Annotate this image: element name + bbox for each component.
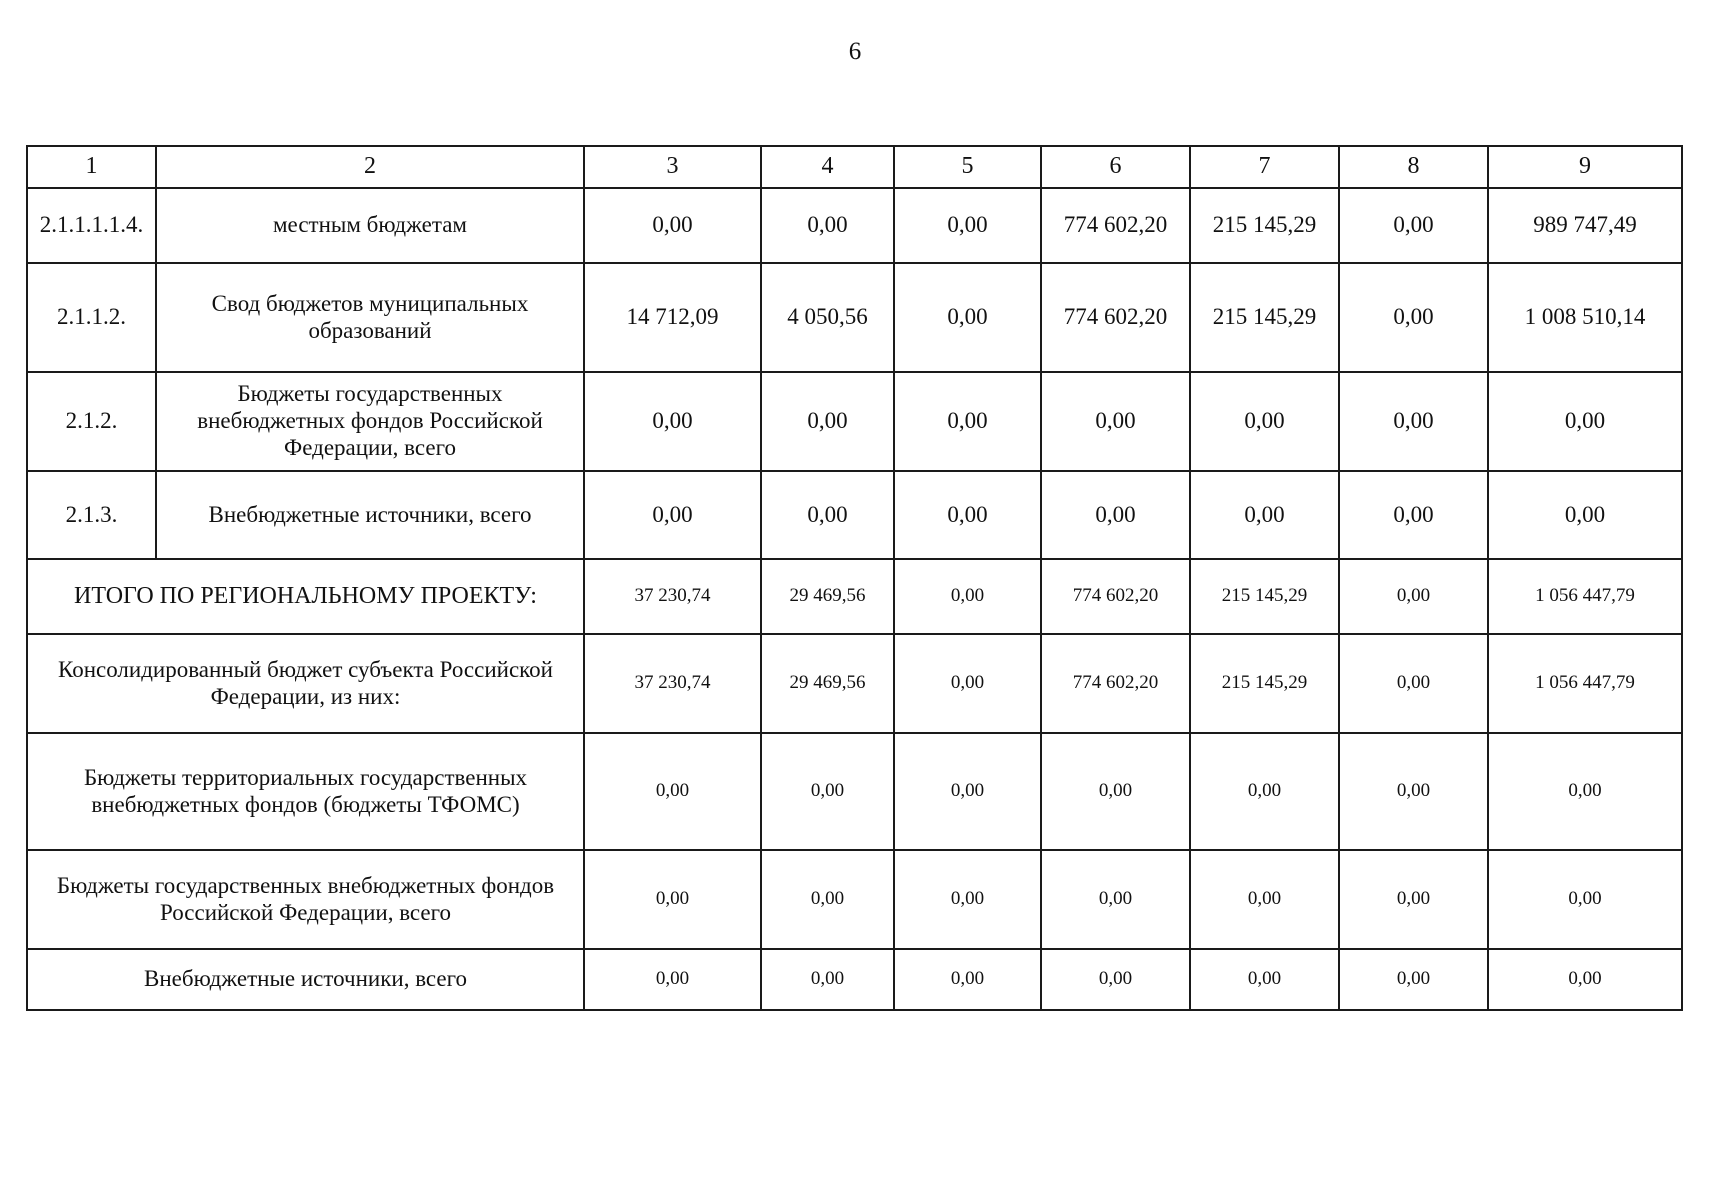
value-cell: 0,00 bbox=[1339, 559, 1488, 634]
value-cell: 0,00 bbox=[1190, 733, 1339, 850]
value-cell: 0,00 bbox=[584, 372, 761, 471]
value-cell: 37 230,74 bbox=[584, 634, 761, 733]
value-cell: 37 230,74 bbox=[584, 559, 761, 634]
value-cell: 0,00 bbox=[584, 949, 761, 1010]
row-code: 2.1.2. bbox=[27, 372, 156, 471]
value-cell: 0,00 bbox=[894, 949, 1041, 1010]
table-row bbox=[27, 372, 1682, 471]
value-cell: 0,00 bbox=[894, 733, 1041, 850]
value-cell: 0,00 bbox=[761, 372, 894, 471]
column-header: 2 bbox=[156, 146, 584, 188]
value-cell: 0,00 bbox=[1190, 949, 1339, 1010]
value-cell: 4 050,56 bbox=[761, 263, 894, 372]
value-cell: 0,00 bbox=[1190, 850, 1339, 949]
value-cell: 0,00 bbox=[1339, 634, 1488, 733]
row-label: местным бюджетам bbox=[156, 188, 584, 263]
column-header: 7 bbox=[1190, 146, 1339, 188]
value-cell: 0,00 bbox=[761, 188, 894, 263]
budget-table bbox=[26, 145, 1683, 1011]
column-header: 8 bbox=[1339, 146, 1488, 188]
value-cell: 774 602,20 bbox=[1041, 188, 1190, 263]
value-cell: 0,00 bbox=[584, 471, 761, 559]
value-cell: 215 145,29 bbox=[1190, 559, 1339, 634]
summary-row bbox=[27, 634, 1682, 733]
value-cell: 0,00 bbox=[584, 850, 761, 949]
value-cell: 0,00 bbox=[1339, 733, 1488, 850]
value-cell: 0,00 bbox=[894, 471, 1041, 559]
value-cell: 14 712,09 bbox=[584, 263, 761, 372]
value-cell: 0,00 bbox=[761, 850, 894, 949]
value-cell: 0,00 bbox=[1041, 372, 1190, 471]
value-cell: 0,00 bbox=[761, 949, 894, 1010]
value-cell: 0,00 bbox=[1041, 471, 1190, 559]
row-code: 2.1.1.1.1.4. bbox=[27, 188, 156, 263]
value-cell: 0,00 bbox=[894, 850, 1041, 949]
value-cell: 0,00 bbox=[1488, 471, 1682, 559]
value-cell: 0,00 bbox=[1488, 949, 1682, 1010]
column-header: 4 bbox=[761, 146, 894, 188]
value-cell: 0,00 bbox=[584, 733, 761, 850]
value-cell: 1 056 447,79 bbox=[1488, 634, 1682, 733]
page-number: 6 bbox=[848, 38, 862, 65]
value-cell: 1 008 510,14 bbox=[1488, 263, 1682, 372]
table-row bbox=[27, 471, 1682, 559]
value-cell: 0,00 bbox=[1190, 372, 1339, 471]
value-cell: 0,00 bbox=[761, 733, 894, 850]
value-cell: 774 602,20 bbox=[1041, 634, 1190, 733]
row-label: Внебюджетные источники, всего bbox=[156, 471, 584, 559]
value-cell: 0,00 bbox=[1339, 471, 1488, 559]
value-cell: 215 145,29 bbox=[1190, 188, 1339, 263]
column-header: 9 bbox=[1488, 146, 1682, 188]
value-cell: 0,00 bbox=[584, 188, 761, 263]
header-row bbox=[27, 146, 1682, 188]
value-cell: 0,00 bbox=[1488, 733, 1682, 850]
row-label: Бюджеты государственных внебюджетных фондов Российской Федерации, всего bbox=[156, 372, 584, 471]
value-cell: 0,00 bbox=[1488, 850, 1682, 949]
column-header: 5 bbox=[894, 146, 1041, 188]
value-cell: 0,00 bbox=[1488, 372, 1682, 471]
value-cell: 0,00 bbox=[761, 471, 894, 559]
value-cell: 0,00 bbox=[1339, 372, 1488, 471]
value-cell: 989 747,49 bbox=[1488, 188, 1682, 263]
value-cell: 0,00 bbox=[894, 372, 1041, 471]
value-cell: 0,00 bbox=[1339, 263, 1488, 372]
table-row bbox=[27, 263, 1682, 372]
table-row bbox=[27, 188, 1682, 263]
value-cell: 0,00 bbox=[1190, 471, 1339, 559]
row-code: 2.1.1.2. bbox=[27, 263, 156, 372]
summary-row bbox=[27, 733, 1682, 850]
row-label: Бюджеты государственных внебюджетных фондов Российской Федерации, всего bbox=[27, 850, 584, 949]
row-label: Консолидированный бюджет субъекта Российской Федерации, из них: bbox=[27, 634, 584, 733]
value-cell: 0,00 bbox=[1041, 733, 1190, 850]
summary-row bbox=[27, 850, 1682, 949]
row-code: 2.1.3. bbox=[27, 471, 156, 559]
value-cell: 1 056 447,79 bbox=[1488, 559, 1682, 634]
value-cell: 29 469,56 bbox=[761, 559, 894, 634]
value-cell: 0,00 bbox=[1041, 850, 1190, 949]
column-header: 1 bbox=[27, 146, 156, 188]
value-cell: 0,00 bbox=[1339, 850, 1488, 949]
row-label: Бюджеты территориальных государственных внебюджетных фондов (бюджеты ТФОМС) bbox=[27, 733, 584, 850]
value-cell: 0,00 bbox=[1339, 188, 1488, 263]
value-cell: 0,00 bbox=[894, 559, 1041, 634]
summary-row bbox=[27, 949, 1682, 1010]
value-cell: 0,00 bbox=[894, 263, 1041, 372]
value-cell: 774 602,20 bbox=[1041, 263, 1190, 372]
row-label: Внебюджетные источники, всего bbox=[27, 949, 584, 1010]
column-header: 6 bbox=[1041, 146, 1190, 188]
value-cell: 215 145,29 bbox=[1190, 263, 1339, 372]
value-cell: 29 469,56 bbox=[761, 634, 894, 733]
value-cell: 0,00 bbox=[894, 188, 1041, 263]
column-header: 3 bbox=[584, 146, 761, 188]
value-cell: 0,00 bbox=[1339, 949, 1488, 1010]
value-cell: 0,00 bbox=[894, 634, 1041, 733]
total-row bbox=[27, 559, 1682, 634]
row-label: Свод бюджетов муниципальных образований bbox=[156, 263, 584, 372]
value-cell: 774 602,20 bbox=[1041, 559, 1190, 634]
value-cell: 215 145,29 bbox=[1190, 634, 1339, 733]
value-cell: 0,00 bbox=[1041, 949, 1190, 1010]
row-label: ИТОГО ПО РЕГИОНАЛЬНОМУ ПРОЕКТУ: bbox=[27, 559, 584, 634]
